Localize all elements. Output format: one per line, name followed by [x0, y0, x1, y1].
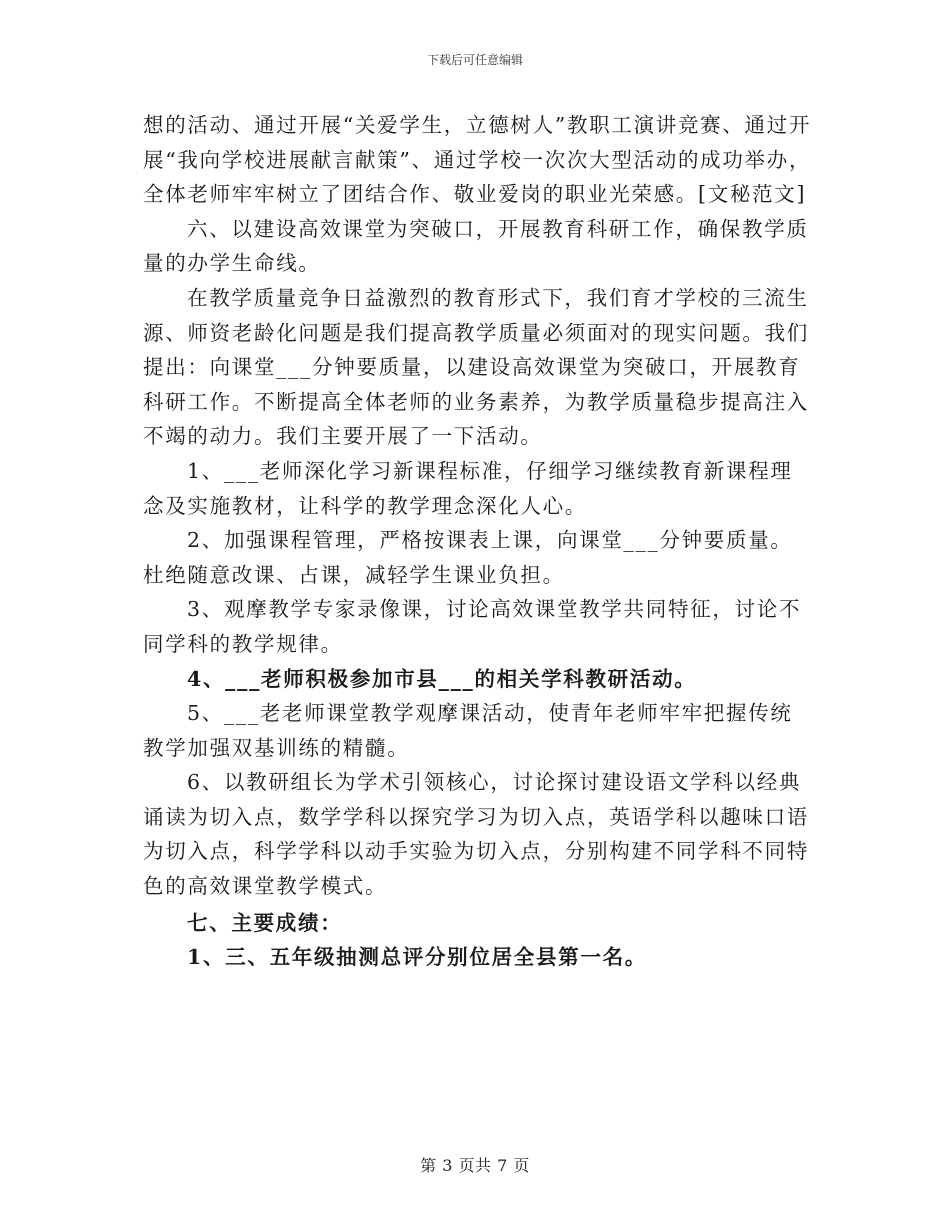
list-item-5: 5、___老老师课堂教学观摩课活动，使青年老师牢牢把握传统教学加强双基训练的精髓。 — [143, 701, 793, 760]
section-heading-six: 六、以建设高效课堂为突破口，开展教育科研工作，确保教学质量的办学生命线。 — [143, 216, 809, 276]
page-footer: 第 3 页共 7 页 — [420, 1156, 530, 1175]
section-heading-seven: 七、主要成绩： — [187, 910, 343, 935]
document-body — [143, 108, 813, 975]
list-item-1: 1、___老师深化学习新课程标准，仔细学习继续教育新课程理念及实施教材，让科学的教学理念深化人心。 — [143, 458, 793, 518]
paragraph-teaching-quality: 在教学质量竞争日益激烈的教育形式下，我们育才学校的三流生源、师资老龄化问题是我们提高教学质量必须面对的现实问题。我们提出：向课堂___分钟要质量，以建设高效课堂为突破口，开展教育科研工作。不断提高全体老师的业务素养，为教学质量稳步提高注入不竭的动力。我们主要开展了一下活动。 — [143, 285, 809, 449]
list-item-6: 6、以教研组长为学术引领核心，讨论探讨建设语文学科以经典诵读为切入点，数学学科以探究学习为切入点，英语学科以趣味口语为切入点，科学学科以动手实验为切入点，分别构建不同学科不同特色的高效课堂教学模式。 — [143, 770, 809, 899]
list-item-3: 3、观摩教学专家录像课，讨论高效课堂教学共同特征，讨论不同学科的教学规律。 — [143, 597, 802, 656]
paragraph-continuation: 想的活动、通过开展“关爱学生，立德树人”教职工演讲竞赛、通过开展“我向学校进展献言献策”、通过学校一次次大型活动的成功举办，全体老师牢牢树立了团结合作、敬业爱岗的职业光荣感。[文秘范文] — [143, 113, 812, 207]
page-header: 下载后可任意编辑 — [426, 53, 523, 67]
list-item-4: 4、___老师积极参加市县___的相关学科教研活动。 — [187, 666, 697, 691]
list-item-2: 2、加强课程管理，严格按课表上课，向课堂___分钟要质量。杜绝随意改课、占课，减轻学生课业负担。 — [143, 528, 793, 587]
achievement-item-1: 1、三、五年级抽测总评分别位居全县第一名。 — [187, 945, 647, 970]
